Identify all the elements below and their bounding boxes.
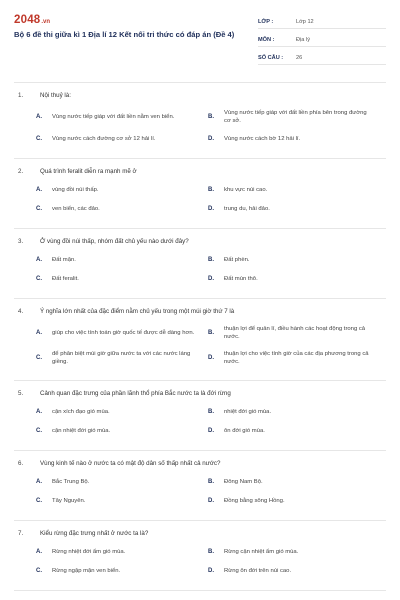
question-number: 1.	[18, 92, 24, 99]
question-item	[14, 299, 386, 381]
option-letter: C.	[36, 276, 42, 282]
option-letter: C.	[36, 428, 42, 434]
logo-sub: .vn	[41, 19, 51, 25]
header-left	[14, 14, 252, 40]
option-letter: B.	[208, 479, 214, 485]
answer-option[interactable]	[36, 494, 208, 508]
answer-option[interactable]	[208, 253, 380, 267]
answer-option[interactable]	[36, 424, 208, 438]
question-text: Kiểu rừng đặc trưng nhất ở nước ta là?	[40, 530, 149, 537]
answer-option[interactable]	[208, 202, 380, 216]
question-item	[14, 451, 386, 521]
answer-option[interactable]	[36, 564, 208, 578]
option-letter: C.	[36, 355, 42, 361]
option-text: khu vực núi cao.	[224, 186, 268, 193]
answer-option[interactable]	[36, 132, 208, 146]
option-letter: D.	[208, 276, 214, 282]
option-letter: C.	[36, 498, 42, 504]
question-line	[14, 168, 386, 176]
meta-label: SỐ CÂU :	[258, 55, 284, 61]
question-text: Quá trình feralit diễn ra mạnh mẽ ở	[40, 168, 137, 175]
answer-option[interactable]	[208, 424, 380, 438]
answer-option[interactable]	[208, 545, 380, 559]
question-line	[14, 460, 386, 468]
meta-row-class	[258, 16, 386, 29]
option-letter: C.	[36, 568, 42, 574]
answer-option[interactable]	[208, 183, 380, 197]
answer-option[interactable]	[208, 132, 380, 146]
meta-value: Lớp 12	[296, 19, 314, 25]
question-number: 7.	[18, 530, 24, 537]
answer-option[interactable]	[36, 475, 208, 489]
option-text: ven biển, các đảo.	[52, 205, 100, 212]
answer-option[interactable]	[36, 348, 208, 368]
option-text: vùng đồi núi thấp.	[52, 186, 99, 193]
answer-options	[14, 545, 386, 583]
option-letter: A.	[36, 114, 42, 120]
answer-options	[14, 405, 386, 443]
option-text: cận xích đạo gió mùa.	[52, 408, 110, 415]
option-letter: A.	[36, 187, 42, 193]
meta-row-count	[258, 52, 386, 65]
meta-label: LỚP :	[258, 19, 274, 25]
option-text: Vùng nước tiếp giáp với đất liền phía bên trong đường cơ sở.	[224, 109, 367, 124]
option-letter: A.	[36, 549, 42, 555]
option-text: ôn đới gió mùa.	[224, 427, 265, 434]
answer-options	[14, 183, 386, 221]
option-text: Vùng nước cách đường cơ sở 12 hải lí.	[52, 135, 156, 142]
answer-option[interactable]	[208, 323, 380, 343]
question-number: 5.	[18, 390, 24, 397]
option-text: Đông Nam Bộ.	[224, 478, 263, 485]
option-text: thuận lợi để quản lí, điều hành các hoạt động trong cả nước.	[224, 325, 366, 340]
page-title: Bộ 6 đề thi giữa kì 1 Địa lí 12 Kết nối tri thức có đáp án (Đề 4)	[14, 30, 235, 39]
meta-value: Địa lý	[296, 37, 310, 43]
answer-option[interactable]	[208, 272, 380, 286]
question-text: Vùng kinh tế nào ở nước ta có mật độ dân số thấp nhất cả nước?	[40, 460, 221, 467]
option-letter: B.	[208, 409, 214, 415]
option-text: Đất mặn.	[52, 256, 76, 263]
question-number: 3.	[18, 238, 24, 245]
answer-option[interactable]	[36, 107, 208, 127]
option-text: cận nhiệt đới gió mùa.	[52, 427, 111, 434]
question-line	[14, 530, 386, 538]
option-letter: C.	[36, 206, 42, 212]
option-letter: B.	[208, 549, 214, 555]
question-line	[14, 238, 386, 246]
question-item	[14, 521, 386, 591]
answer-option[interactable]	[36, 202, 208, 216]
question-list	[14, 83, 386, 591]
option-text: giúp cho việc tính toán giờ quốc tế được dễ dàng hơn.	[52, 329, 195, 336]
option-text: Bắc Trung Bộ.	[52, 478, 90, 485]
answer-option[interactable]	[36, 323, 208, 343]
question-number: 6.	[18, 460, 24, 467]
question-number: 4.	[18, 308, 24, 315]
option-text: Rừng ôn đới trên núi cao.	[224, 567, 292, 574]
option-text: Đất mùn thô.	[224, 275, 258, 282]
option-letter: A.	[36, 479, 42, 485]
answer-options	[14, 107, 386, 151]
option-letter: D.	[208, 206, 214, 212]
question-text: Nội thuỷ là:	[40, 92, 71, 99]
logo-main: 2048	[14, 14, 41, 26]
meta-row-subject	[258, 34, 386, 47]
option-text: Rừng ngập mặn ven biển.	[52, 567, 121, 574]
option-text: Rừng nhiệt đới ẩm gió mùa.	[52, 548, 126, 555]
answer-option[interactable]	[36, 545, 208, 559]
option-letter: B.	[208, 330, 214, 336]
question-number: 2.	[18, 168, 24, 175]
exam-meta	[258, 16, 386, 70]
option-letter: D.	[208, 136, 214, 142]
answer-option[interactable]	[36, 405, 208, 419]
option-text: Đất feralit.	[52, 275, 79, 282]
answer-option[interactable]	[208, 107, 380, 127]
question-line	[14, 390, 386, 398]
answer-option[interactable]	[208, 405, 380, 419]
option-text: Rừng cận nhiệt ẩm gió mùa.	[224, 548, 299, 555]
question-text: Cảnh quan đặc trưng của phần lãnh thổ phía Bắc nước ta là đới rừng	[40, 390, 231, 397]
question-item	[14, 159, 386, 229]
answer-options	[14, 253, 386, 291]
option-letter: D.	[208, 498, 214, 504]
question-item	[14, 83, 386, 159]
option-text: Đất phèn.	[224, 256, 250, 263]
option-text: trung du, hải đảo.	[224, 205, 270, 212]
option-letter: A.	[36, 409, 42, 415]
answer-option[interactable]	[208, 494, 380, 508]
question-text: Ở vùng đồi núi thấp, nhóm đất chủ yếu nào dưới đây?	[40, 238, 189, 245]
option-text: Vùng nước cách bờ 12 hải lí.	[224, 135, 301, 142]
option-letter: C.	[36, 136, 42, 142]
option-text: để phân biệt múi giờ giữa nước ta với các nước láng giềng.	[52, 350, 191, 365]
question-line	[14, 92, 386, 100]
option-letter: B.	[208, 187, 214, 193]
option-text: Đồng bằng sông Hồng.	[224, 497, 285, 504]
answer-option[interactable]	[208, 475, 380, 489]
meta-value: 26	[296, 55, 303, 61]
meta-label: MÔN :	[258, 37, 275, 43]
option-text: Tây Nguyên.	[52, 497, 86, 504]
option-letter: D.	[208, 428, 214, 434]
option-letter: D.	[208, 355, 214, 361]
answer-option[interactable]	[208, 348, 380, 368]
option-text: nhiệt đới gió mùa.	[224, 408, 272, 415]
option-text: thuận lợi cho việc tính giờ của các địa phương trong cả nước.	[224, 350, 369, 365]
question-item	[14, 229, 386, 299]
option-letter: B.	[208, 114, 214, 120]
option-letter: A.	[36, 330, 42, 336]
site-logo[interactable]	[14, 14, 252, 26]
option-letter: A.	[36, 257, 42, 263]
option-letter: D.	[208, 568, 214, 574]
answer-options	[14, 323, 386, 373]
answer-option[interactable]	[208, 564, 380, 578]
header	[14, 14, 386, 70]
answer-option[interactable]	[36, 183, 208, 197]
question-item	[14, 381, 386, 451]
answer-option[interactable]	[36, 272, 208, 286]
answer-options	[14, 475, 386, 513]
answer-option[interactable]	[36, 253, 208, 267]
question-line	[14, 308, 386, 316]
question-text: Ý nghĩa lớn nhất của đặc điểm nằm chủ yếu trong một múi giờ thứ 7 là	[40, 308, 235, 315]
option-letter: B.	[208, 257, 214, 263]
option-text: Vùng nước tiếp giáp với đất liền nằm ven biển.	[52, 113, 175, 120]
